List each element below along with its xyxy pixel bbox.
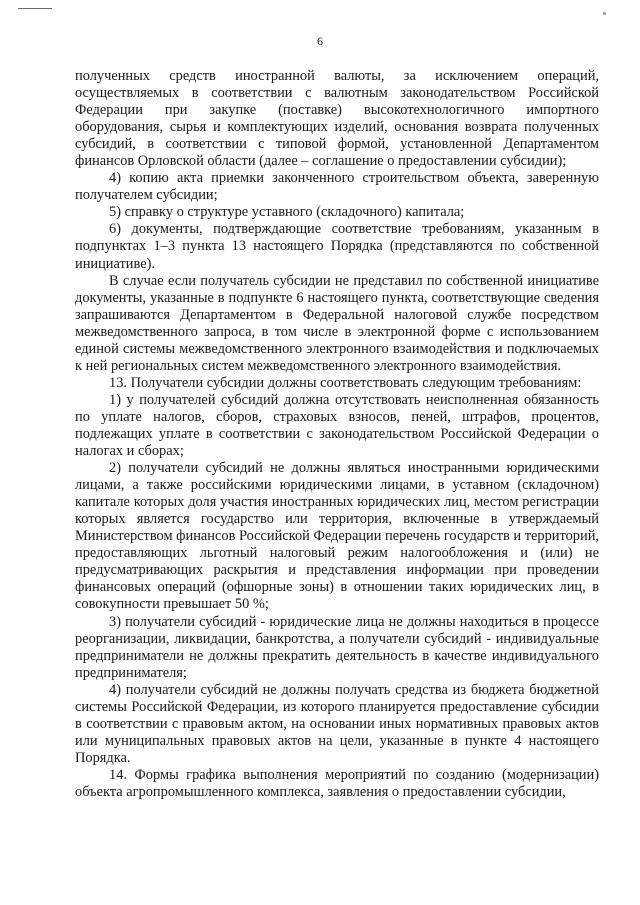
paragraph-requirement-1: 1) у получателей субсидий должна отсутствовать неисполненная обязанность по уплате налогов, сборов, страховых взносов, пеней, штрафов, процентов, подлежащих уплате в соответствии с законодательством Российской Федерации о налогах и сборах; xyxy=(75,391,599,460)
paragraph-requirement-2: 2) получатели субсидий не должны являться иностранными юридическими лицами, а также российскими юридическими лицами, в уставном (складочном) капитале которых доля участия иностранных юридических лиц, местом регистрации которых является государство или территория, включенные в утверждаемый Министерством финансов Российской Федерации перечень государств и территорий, предоставляющих льготный налоговый режим налогообложения и (или) не предусматривающих раскрытия и представления информации при проведении финансовых операций (офшорные зоны) в отношении таких юридических лиц, в совокупности превышает 50 %; xyxy=(75,460,599,613)
paragraph-item-4: 4) копию акта приемки законченного строительством объекта, заверенную получателем субсидии; xyxy=(75,170,599,204)
paragraph-continuation: полученных средств иностранной валюты, за исключением операций, осуществляемых в соответствии с валютным законодательством Российской Федерации при закупке (поставке) высокотехнологичного импортного оборудования, сырья и комплектующих изделий, основания возврата полученных субсидий, в соответствии с типовой формой, установленной Департаментом финансов Орловской области (далее – соглашение о предоставлении субсидии); xyxy=(75,68,599,170)
document-body xyxy=(75,68,599,801)
scan-corner-mark xyxy=(18,8,52,9)
paragraph-requirement-3: 3) получатели субсидий - юридические лица не должны находиться в процессе реорганизации, ликвидации, банкротства, а получатели субсидий - индивидуальные предприниматели не должны прекратить деятельность в качестве индивидуального предпринимателя; xyxy=(75,613,599,681)
paragraph-item-6: 6) документы, подтверждающие соответствие требованиям, указанным в подпунктах 1–3 пункта 13 настоящего Порядка (представляются по собственной инициативе). xyxy=(75,221,599,272)
paragraph-section-14: 14. Формы графика выполнения мероприятий по созданию (модернизации) объекта агропромышленного комплекса, заявления о предоставлении субсидии, xyxy=(75,766,599,800)
page-number: 6 xyxy=(317,34,323,48)
paragraph-requirement-4: 4) получатели субсидий не должны получать средства из бюджета бюджетной системы Российской Федерации, из которого планируется предоставление субсидии в соответствии с правовым актом, на основании иных нормативных правовых актов или муниципальных правовых актов на цели, указанные в пункте 4 настоящего Порядка. xyxy=(75,681,599,766)
paragraph-section-13: 13. Получатели субсидии должны соответствовать следующим требованиям: xyxy=(109,374,582,391)
paragraph-item-5: 5) справку о структуре уставного (складочного) капитала; xyxy=(109,204,465,221)
paragraph-interagency-request: В случае если получатель субсидии не представил по собственной инициативе документы, указанные в подпункте 6 настоящего пункта, соответствующие сведения запрашиваются Департаментом в Федеральной налоговой службе посредством межведомственного запроса, в том числе в электронной форме с использованием единой системы межведомственного электронного взаимодействия и подключаемых к ней региональных систем межведомственного электронного взаимодействия. xyxy=(75,272,599,374)
scan-speck xyxy=(603,12,606,15)
